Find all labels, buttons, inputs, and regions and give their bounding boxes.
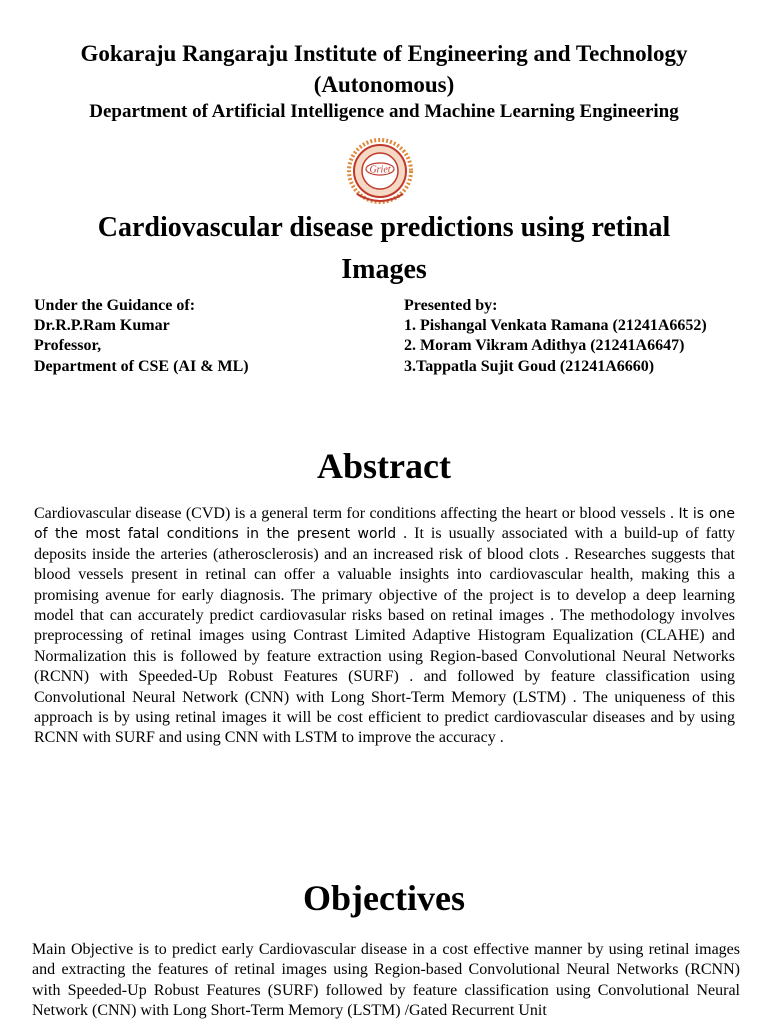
- institute-name: Gokaraju Rangaraju Institute of Engineering and Technology (Autonomous): [80, 41, 688, 97]
- objectives-text: Main Objective is to predict early Cardiovascular disease in a cost effective manner by using retinal images and extracting the features of retinal images using Region-based Convolutional Neural Networks (RCNN) with Speeded-Up Robust Features (SURF) followed by feature classification using Convolutional Neural Network (CNN) with Long Short-Term Memory (LSTM) /Gated Recurrent Unit: [32, 941, 740, 1020]
- abstract-part-1: Cardiovascular disease (CVD) is a general term for conditions affecting the heart or blood vessels .: [34, 505, 679, 522]
- guidance-label: Under the Guidance of:: [34, 297, 196, 314]
- guide-designation: Professor,: [34, 337, 102, 355]
- project-title: Cardiovascular disease predictions using retinal Images: [97, 212, 671, 285]
- griet-emblem-icon: [343, 138, 417, 206]
- presenter-2: 2. Moram Vikram Adithya (21241A6647): [404, 337, 685, 355]
- guide-department: Department of CSE (AI & ML): [34, 357, 249, 375]
- presenter-1: 1. Pishangal Venkata Ramana (21241A6652): [404, 317, 707, 335]
- logo-text: Griet: [369, 164, 391, 176]
- department-name: Department of Artificial Intelligence and Machine Learning Engineering: [89, 101, 679, 122]
- presenters-label: Presented by:: [404, 297, 498, 314]
- college-logo: [343, 138, 417, 206]
- abstract-text: [34, 504, 735, 749]
- objectives-heading: Objectives: [303, 878, 465, 918]
- presenter-3: 3.Tappatla Sujit Goud (21241A6660): [404, 357, 655, 375]
- presenters-block: [404, 296, 754, 377]
- guidance-block: [34, 296, 394, 377]
- abstract-part-3: . It is usually associated with a build-up of fatty deposits inside the arteries (atherosclerosis) and an increased risk of blood clots . Researches suggests that blood vessels present in retinal can offer a valuable insights into cardiovascular health, making this a promising avenue for early diagnosis. The primary objective of the project is to develop a deep learning model that can accurately predict cardiovasular risks based on retinal images . The methodology involves preprocessing of retinal images using Contrast Limited Adaptive Histogram Equalization (CLAHE) and Normalization this is followed by feature extraction using Region-based Convolutional Neural Networks (RCNN) with Speeded-Up Robust Features (SURF) . and followed by feature classification using Convolutional Neural Network (CNN) with Long Short-Term Memory (LSTM) . The uniqueness of this approach is by using retinal images it will be cost efficient to predict cardiovascular diseases and by using RCNN with SURF and using CNN with LSTM to improve the accuracy .: [34, 525, 735, 747]
- guide-name: Dr.R.P.Ram Kumar: [34, 317, 170, 335]
- abstract-heading: Abstract: [317, 446, 451, 486]
- abstract-part-2: It is one of the most fatal conditions in the present world: [34, 506, 735, 543]
